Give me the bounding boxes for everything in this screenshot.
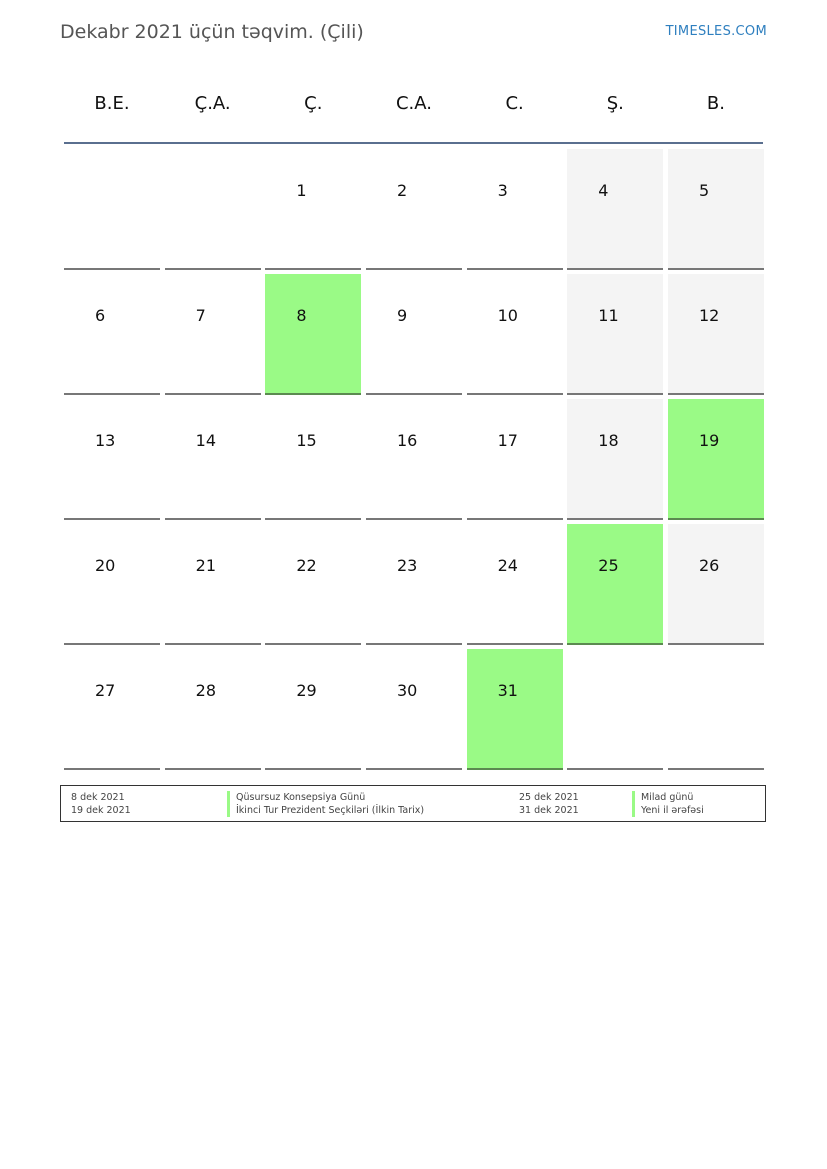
- brand-link[interactable]: TIMESLES.COM: [665, 24, 767, 39]
- day-cell: [64, 399, 160, 520]
- day-number: 7: [195, 306, 206, 325]
- day-cell: [64, 274, 160, 395]
- legend-date: 19 dek 2021: [71, 805, 131, 816]
- legend-date: 8 dek 2021: [71, 792, 125, 803]
- day-number: 20: [95, 556, 116, 575]
- day-number: 19: [698, 431, 720, 450]
- day-number: 5: [698, 181, 710, 200]
- day-number: 31: [497, 681, 518, 700]
- day-number: 11: [598, 306, 619, 325]
- weekday-header-row: [64, 88, 764, 120]
- day-number: 25: [598, 556, 619, 575]
- day-number: 17: [497, 431, 518, 450]
- day-number: 12: [698, 306, 720, 325]
- day-cell: [265, 274, 361, 395]
- day-number: 14: [195, 431, 217, 450]
- day-cell: [366, 149, 462, 270]
- page-title: Dekabr 2021 üçün təqvim. (Çili): [60, 21, 364, 43]
- day-number: 18: [598, 431, 619, 450]
- holiday-legend: [60, 785, 766, 822]
- day-cell: [567, 149, 663, 270]
- weekday-label: Ş.: [606, 93, 624, 114]
- empty-day-cell: [668, 649, 764, 770]
- legend-holiday-name: İkinci Tur Prezident Seçkiləri (İlkin Tarix): [236, 805, 425, 816]
- empty-day-cell: [567, 649, 663, 770]
- weekday-label: C.: [505, 93, 524, 114]
- day-cell: [567, 524, 663, 645]
- day-cell: [366, 274, 462, 395]
- weekday-label: Ç.: [304, 93, 323, 114]
- day-cell: [165, 399, 261, 520]
- day-number: 4: [598, 181, 609, 200]
- day-cell: [467, 399, 563, 520]
- weekday-label: B.: [706, 93, 725, 114]
- day-cell: [668, 399, 764, 520]
- day-cell: [668, 524, 764, 645]
- day-cell: [366, 399, 462, 520]
- day-number: 6: [95, 306, 106, 325]
- day-number: 29: [296, 681, 317, 700]
- legend-holiday-name: Yeni il ərəfəsi: [641, 805, 704, 816]
- day-cell: [668, 149, 764, 270]
- weekday-label: C.A.: [395, 93, 432, 114]
- day-number: 2: [396, 181, 408, 200]
- legend-date: 31 dek 2021: [519, 805, 579, 816]
- calendar-grid: [64, 149, 764, 770]
- legend-dates-left: [71, 791, 131, 817]
- day-cell: [265, 399, 361, 520]
- day-cell: [64, 649, 160, 770]
- day-cell: [668, 274, 764, 395]
- day-number: 22: [296, 556, 317, 575]
- day-cell: [467, 524, 563, 645]
- legend-date: 25 dek 2021: [519, 792, 579, 803]
- day-number: 28: [195, 681, 217, 700]
- day-cell: [165, 274, 261, 395]
- day-number: 27: [95, 681, 116, 700]
- day-number: 24: [497, 556, 518, 575]
- empty-day-cell: [165, 149, 261, 270]
- day-number: 21: [195, 556, 217, 575]
- day-cell: [467, 649, 563, 770]
- day-cell: [467, 149, 563, 270]
- day-number: 23: [396, 556, 418, 575]
- day-cell: [366, 524, 462, 645]
- legend-names-right: [632, 791, 704, 817]
- weekday-label: B.E.: [94, 93, 130, 114]
- day-cell: [265, 149, 361, 270]
- day-cell: [467, 274, 563, 395]
- empty-day-cell: [64, 149, 160, 270]
- day-number: 26: [698, 556, 720, 575]
- day-number: 3: [497, 181, 508, 200]
- legend-holiday-name: Qüsursuz Konsepsiya Günü: [236, 792, 366, 803]
- day-cell: [64, 524, 160, 645]
- day-number: 13: [95, 431, 116, 450]
- day-number: 15: [296, 431, 317, 450]
- day-number: 10: [497, 306, 518, 325]
- day-cell: [265, 524, 361, 645]
- legend-names-left: [227, 791, 424, 817]
- day-number: 8: [296, 306, 307, 325]
- day-cell: [567, 399, 663, 520]
- day-cell: [366, 649, 462, 770]
- day-cell: [165, 649, 261, 770]
- day-cell: [567, 274, 663, 395]
- day-number: 30: [396, 681, 418, 700]
- legend-dates-right: [519, 791, 579, 817]
- legend-holiday-name: Milad günü: [641, 792, 694, 803]
- day-number: 1: [296, 181, 307, 200]
- weekday-label: Ç.A.: [194, 93, 231, 114]
- day-number: 9: [396, 306, 408, 325]
- day-number: 16: [396, 431, 418, 450]
- day-cell: [265, 649, 361, 770]
- header-divider: [64, 142, 763, 144]
- day-cell: [165, 524, 261, 645]
